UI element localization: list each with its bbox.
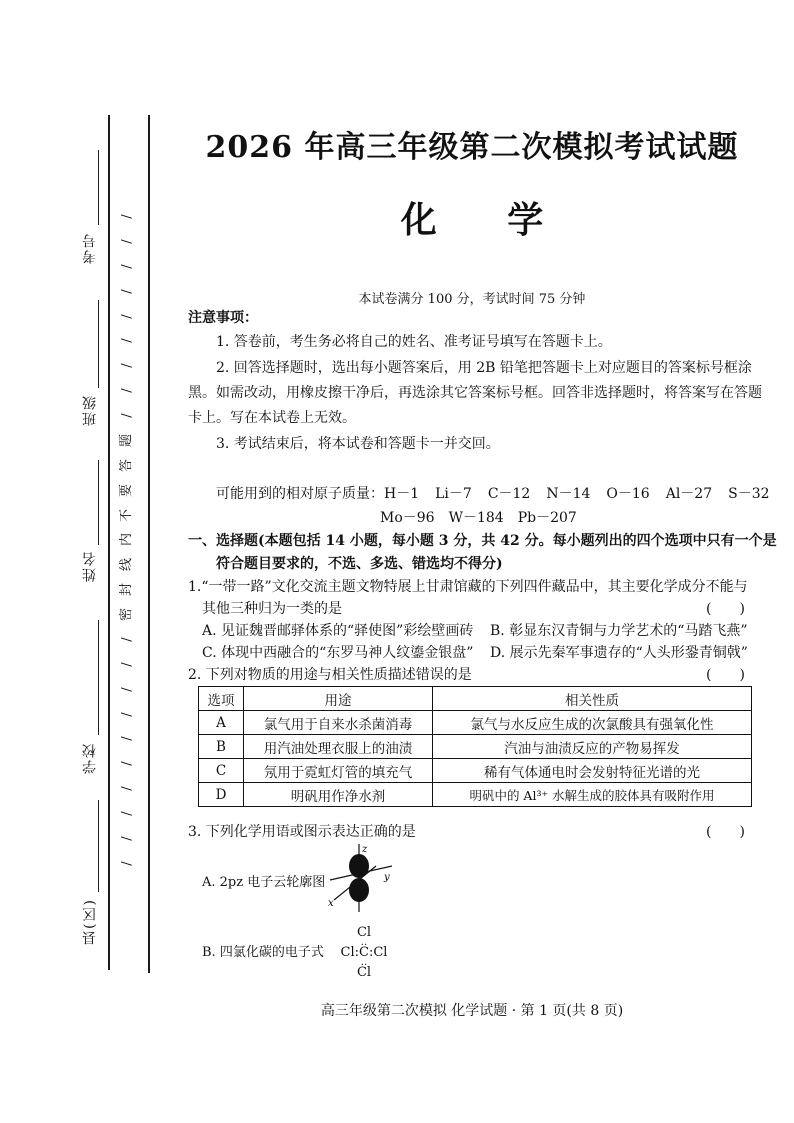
seal-char: / bbox=[119, 811, 135, 816]
seal-char: 线 bbox=[119, 558, 135, 572]
notes-item: 2. 回答选择题时，选出每小题答案后，用 2B 铅笔把答题卡上对应题目的答案标号框涂 bbox=[216, 360, 752, 376]
full-mark-note: 本试卷满分 100 分，考试时间 75 分钟 bbox=[358, 292, 586, 307]
atomic-masses-row-2 bbox=[380, 506, 577, 530]
lewis-top-dots: ‥ bbox=[360, 937, 368, 948]
q1-option-b[interactable]: B. 彰显东汉青铜与力学艺术的“马踏飞燕” bbox=[490, 623, 748, 639]
margin-line-outer bbox=[108, 115, 110, 970]
seal-char: 不 bbox=[119, 508, 135, 522]
seal-char: / bbox=[119, 338, 135, 344]
page-footer: 高三年级第二次模拟 化学试题 · 第 1 页(共 8 页) bbox=[320, 1003, 624, 1019]
table-cell: A bbox=[199, 711, 244, 735]
atomic-mass: N－14 bbox=[546, 486, 591, 502]
axis-label-y: y bbox=[384, 872, 390, 883]
atomic-masses-row bbox=[216, 482, 770, 506]
q1-option-c[interactable]: C. 体现中西融合的“东罗马神人纹鎏金银盘” bbox=[202, 645, 474, 661]
table-row bbox=[199, 711, 752, 735]
seal-char: / bbox=[119, 239, 135, 244]
seal-char: / bbox=[119, 836, 135, 841]
ccl4-lewis-structure bbox=[334, 926, 394, 980]
seal-char: / bbox=[119, 288, 135, 294]
table-cell: 氯气用于自来水杀菌消毒 bbox=[244, 711, 433, 735]
margin-underline bbox=[98, 800, 99, 892]
seal-char: / bbox=[119, 413, 135, 418]
seal-char: 封 bbox=[119, 583, 135, 597]
table-cell: 稀有气体通电时会发射特征光谱的光 bbox=[433, 759, 752, 783]
margin-label-school: 学校 bbox=[82, 742, 98, 774]
axis-label-z: z bbox=[362, 844, 368, 855]
q1-option-d[interactable]: D. 展示先秦军事遗存的“人头形銎青铜戟” bbox=[490, 645, 748, 661]
q1-stem-line1: 1.“一带一路”文化交流主题文物特展上甘肃馆藏的下列四件藏品中，其主要化学成分不能与 bbox=[188, 579, 748, 595]
atomic-mass: Mo－96 bbox=[380, 510, 435, 526]
table-header-cell: 选项 bbox=[199, 687, 244, 711]
q1-stem-line2: 其他三种归为一类的是 bbox=[202, 601, 342, 617]
margin-label-exam-number: 考号 bbox=[82, 232, 98, 264]
lewis-bottom-cl: Cl bbox=[356, 965, 372, 980]
axis-label-x: x bbox=[328, 898, 334, 909]
lewis-top-cl: Cl bbox=[356, 925, 372, 940]
seal-char: 题 bbox=[119, 433, 135, 447]
seal-char: / bbox=[119, 662, 135, 667]
margin-label-county: 县(区) bbox=[82, 898, 98, 945]
margin-underline bbox=[98, 620, 99, 735]
seal-char: / bbox=[119, 736, 135, 742]
seal-char: / bbox=[119, 711, 135, 717]
orbital-lower-lobe bbox=[349, 878, 369, 902]
margin-underline bbox=[98, 300, 99, 388]
seal-char: 答 bbox=[119, 458, 135, 472]
table-cell: 氯气与水反应生成的次氯酸具有强氧化性 bbox=[433, 711, 752, 735]
seal-char: 要 bbox=[119, 483, 135, 497]
q1-option-a[interactable]: A. 见证魏晋邮驿体系的“驿使图”彩绘壁画砖 bbox=[202, 623, 474, 639]
q2-table bbox=[198, 686, 752, 807]
table-header-row bbox=[199, 687, 752, 711]
lewis-bottom-dots: ‥ bbox=[360, 957, 368, 968]
notes-item: 3. 考试结束后，将本试卷和答题卡一并交回。 bbox=[216, 436, 500, 452]
table-cell: 氖用于霓虹灯管的填充气 bbox=[244, 759, 433, 783]
q2-stem: 2. 下列对物质的用途与相关性质描述错误的是 bbox=[188, 667, 472, 683]
table-cell: 明矾中的 Al³⁺ 水解生成的胶体具有吸附作用 bbox=[433, 783, 752, 807]
margin-label-name: 姓名 bbox=[82, 550, 98, 582]
atomic-mass: Li－7 bbox=[435, 486, 472, 502]
section-1-heading-line1: 选择题(本题包括 14 小题，每小题 3 分，共 42 分。每小题列出的四个选项中只有一个是 bbox=[216, 533, 777, 549]
seal-char: / bbox=[119, 637, 135, 642]
q3-stem: 3. 下列化学用语或图示表达正确的是 bbox=[188, 824, 416, 840]
atomic-mass: Pb－207 bbox=[517, 510, 577, 526]
margin-label-class: 班级 bbox=[82, 394, 98, 426]
atomic-mass: O－16 bbox=[606, 486, 650, 502]
orbital-upper-lobe bbox=[349, 854, 369, 878]
table-cell: B bbox=[199, 735, 244, 759]
seal-char: / bbox=[119, 363, 135, 368]
q3-option-a[interactable]: A. 2pz 电子云轮廓图 bbox=[202, 875, 326, 890]
seal-char: 内 bbox=[119, 533, 135, 547]
table-header-cell: 相关性质 bbox=[433, 687, 752, 711]
seal-char: / bbox=[119, 761, 135, 766]
atomic-masses-prefix: 可能用到的相对原子质量： bbox=[216, 486, 384, 502]
seal-line-text bbox=[116, 210, 138, 870]
table-header-cell: 用途 bbox=[244, 687, 433, 711]
subject-title: 化 学 bbox=[400, 199, 544, 241]
atomic-mass: S－32 bbox=[728, 486, 770, 502]
section-1-heading bbox=[188, 529, 777, 553]
section-1-label: 一、 bbox=[188, 533, 216, 549]
seal-char: / bbox=[119, 388, 135, 393]
q3-option-b-prefix[interactable]: B. 四氯化碳的电子式 bbox=[202, 945, 324, 960]
seal-char: / bbox=[119, 214, 135, 219]
table-cell: C bbox=[199, 759, 244, 783]
q2-answer-paren[interactable]: ( ) bbox=[706, 667, 745, 683]
seal-char: / bbox=[119, 686, 135, 692]
atomic-mass: Al－27 bbox=[665, 486, 713, 502]
section-1-heading-line2: 符合题目要求的，不选、多选、错选均不得分) bbox=[216, 556, 503, 572]
q3-answer-paren[interactable]: ( ) bbox=[706, 824, 745, 840]
table-cell: 明矾用作净水剂 bbox=[244, 783, 433, 807]
table-row bbox=[199, 735, 752, 759]
seal-char: / bbox=[119, 264, 135, 269]
table-cell: 汽油与油渍反应的产物易挥发 bbox=[433, 735, 752, 759]
lewis-middle: Cl:C:Cl bbox=[340, 945, 388, 960]
notes-item: 卡上。写在本试卷上无效。 bbox=[188, 410, 356, 426]
table-row bbox=[199, 759, 752, 783]
atomic-mass: W－184 bbox=[448, 510, 504, 526]
margin-underline bbox=[98, 460, 99, 545]
table-cell: D bbox=[199, 783, 244, 807]
seal-char: / bbox=[119, 313, 135, 319]
notes-item: 1. 答卷前，考生务必将自己的姓名、准考证号填写在答题卡上。 bbox=[216, 334, 612, 350]
atomic-mass: C－12 bbox=[487, 486, 531, 502]
exam-title: 2026 年高三年级第二次模拟考试试题 bbox=[205, 130, 739, 165]
margin-line-inner bbox=[148, 115, 150, 973]
notes-heading: 注意事项： bbox=[188, 310, 258, 326]
seal-char: / bbox=[119, 861, 135, 866]
q1-answer-paren[interactable]: ( ) bbox=[706, 601, 745, 617]
margin-underline bbox=[98, 150, 99, 225]
atomic-mass: H－1 bbox=[384, 486, 420, 502]
table-cell: 用汽油处理衣服上的油渍 bbox=[244, 735, 433, 759]
orbital-figure bbox=[320, 842, 398, 914]
seal-char: 密 bbox=[119, 607, 135, 622]
notes-item: 黑。如需改动，用橡皮擦干净后，再选涂其它答案标号框。回答非选择题时，将答案写在答题 bbox=[188, 385, 762, 401]
table-row bbox=[199, 783, 752, 807]
seal-char: / bbox=[119, 786, 135, 791]
